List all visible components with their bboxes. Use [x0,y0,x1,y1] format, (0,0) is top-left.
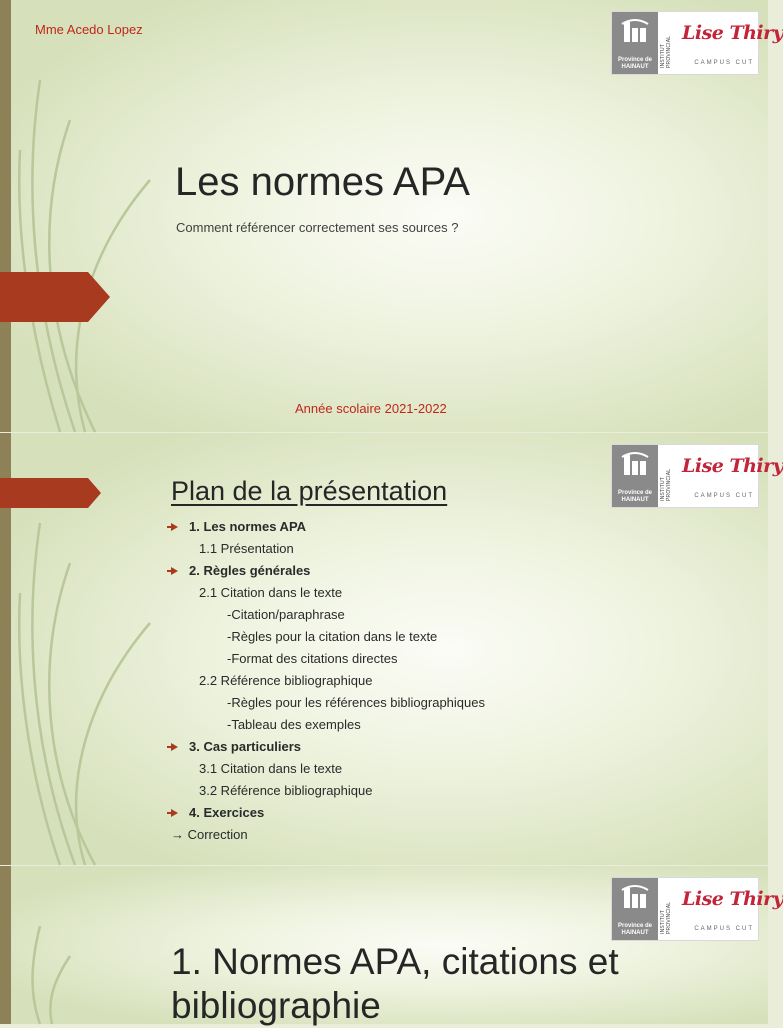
plan-item [171,692,485,714]
plan-title: Plan de la présentation [171,476,448,506]
plan-item [171,670,485,692]
logo-name-text: Lise Thiry [682,22,783,44]
section-title-line2: bibliographie [171,985,381,1026]
left-edge-bar [0,0,11,432]
slide-title-heading: Les normes APA [175,160,470,204]
logo-campus-text: CAMPUS CUT [694,493,754,499]
arrow-bullet-icon [171,743,178,751]
plan-item-text: -Format des citations directes [227,651,398,666]
plan-item [171,604,485,626]
section-title-line1: 1. Normes APA, citations et [171,941,619,982]
plan-item-text: 2.2 Référence bibliographique [199,673,373,688]
logo-name-text: Lise Thiry [682,888,783,910]
logo-province-text: Province de HAINAUT [617,923,652,936]
title-arrow-tab [0,478,101,508]
slide-subtitle: Comment référencer correctement ses sources ? [176,220,459,235]
arrow-bullet-icon [171,523,178,531]
logo-campus-text: CAMPUS CUT [694,60,754,66]
decorative-lines [0,866,160,1024]
plan-list [171,516,485,846]
plan-item-text: 3.1 Citation dans le texte [199,761,343,776]
plan-item-text: 1. Les normes APA [189,519,307,534]
plan-item-text: 3. Cas particuliers [189,739,301,754]
slide-section-1 [0,866,783,1026]
logo-province-text: Province de HAINAUT [617,490,652,503]
plan-item-text: -Règles pour la citation dans le texte [227,629,438,644]
plan-item [171,538,485,560]
left-edge-bar [0,866,11,1024]
logo-institut-text: INSTITUT PROVINCIAL [660,35,672,68]
institution-logo [611,444,783,508]
logo-province-text: Province de HAINAUT [617,57,652,70]
plan-item [171,824,485,846]
logo-institut-text: INSTITUT PROVINCIAL [660,468,672,501]
plan-item-text: 3.2 Référence bibliographique [199,783,373,798]
province-emblem-icon [618,18,652,44]
school-year: Année scolaire 2021-2022 [295,401,447,416]
plan-item-text: -Citation/paraphrase [227,607,345,622]
institution-logo [611,11,783,75]
plan-item-text: 2.1 Citation dans le texte [199,585,343,600]
title-arrow-tab [0,272,110,322]
plan-item [171,714,485,736]
province-emblem-icon [618,451,652,477]
arrow-bullet-icon [171,809,178,817]
plan-item-text: → Correction [171,827,248,842]
slide-title [0,0,783,432]
arrow-bullet-icon [171,567,178,575]
plan-item [171,780,485,802]
province-emblem-icon [618,884,652,910]
plan-item [171,626,485,648]
plan-item-text: 4. Exercices [189,805,265,820]
institution-logo [611,877,783,941]
plan-item [171,758,485,780]
decorative-lines [0,0,160,432]
plan-item [171,516,485,538]
plan-item [171,802,485,824]
plan-item [171,560,485,582]
logo-institut-text: INSTITUT PROVINCIAL [660,901,672,934]
plan-item-text: -Règles pour les références bibliographiques [227,695,485,710]
logo-name-text: Lise Thiry [682,455,783,477]
slide-plan [0,433,783,865]
plan-item-text: 2. Règles générales [189,563,311,578]
plan-item-text: -Tableau des exemples [227,717,361,732]
plan-item [171,582,485,604]
plan-item-text: 1.1 Présentation [199,541,294,556]
logo-campus-text: CAMPUS CUT [694,926,754,932]
plan-item [171,648,485,670]
author-name: Mme Acedo Lopez [35,22,143,37]
plan-item [171,736,485,758]
